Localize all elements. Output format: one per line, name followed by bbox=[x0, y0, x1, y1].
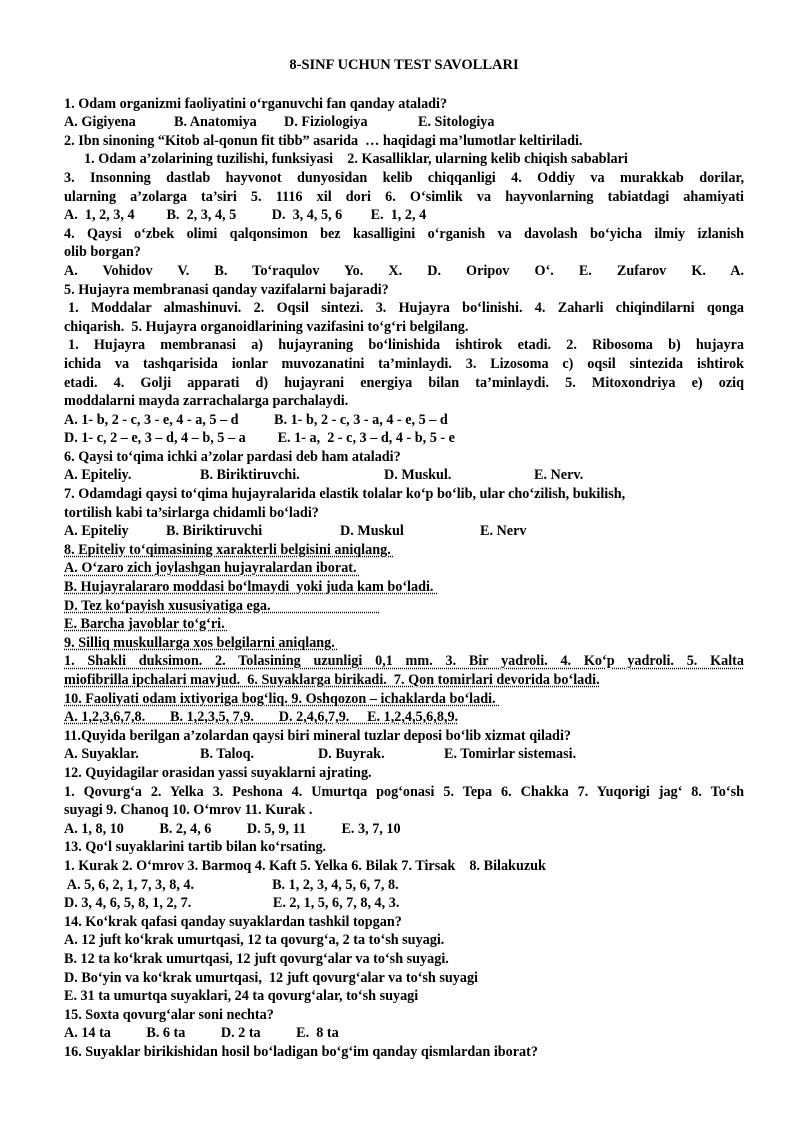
option-d: D. Buyrak. bbox=[318, 746, 385, 763]
question-14-option-b: B. 12 ta ko‘krak umurtqasi, 12 juft qovurg‘alar va to‘sh suyagi. bbox=[64, 950, 449, 967]
question-11-options bbox=[64, 745, 744, 764]
question-2: 2. Ibn sinoning “Kitob al-qonun fit tibb” asarida … haqidagi ma’lumotlar keltiriladi. bbox=[64, 132, 583, 149]
question-5-statement: 1. Moddalar almashinuvi. 2. Oqsil sintezi. 3. Hujayra bo‘linishi. 4. Zaharli chiqindilarni qonga bbox=[68, 300, 744, 317]
question-13-options: A. 5, 6, 2, 1, 7, 3, 8, 4. B. 1, 2, 3, 4, 5, 6, 7, 8. bbox=[64, 876, 399, 893]
option-b: B. Biriktiruvchi bbox=[166, 523, 263, 540]
question-2-statement: 3. Insonning dastlab hayvonot dunyosidan kelib chiqqanligi 4. Oddiy va murakkab dorilar, bbox=[64, 169, 744, 186]
question-9-statement: 1. Shakli duksimon. 2. Tolasining uzunligi 0,1 mm. 3. Bir yadroli. 4. Ko‘p yadroli. 5. Kalta bbox=[64, 653, 744, 670]
option-a: A. Gigiyena bbox=[64, 114, 136, 131]
question-5-statement: moddalarni mayda zarrachalarga parchalaydi. bbox=[64, 393, 349, 410]
question-2-statement: ularning a’zolarga ta’siri 5. 1116 xil dori 6. O‘simlik va hayvonlarning tabiatdagi ahamiyati bbox=[64, 188, 744, 205]
question-14-option-e: E. 31 ta umurtqa suyaklari, 24 ta qovurg‘alar, to‘sh suyagi bbox=[64, 988, 419, 1005]
question-4-continued: olib borgan? bbox=[64, 244, 141, 261]
question-5-options: A. 1- b, 2 - c, 3 - e, 4 - a, 5 – d B. 1- b, 2 - c, 3 - a, 4 - e, 5 – d bbox=[64, 411, 448, 428]
question-12-options: A. 1, 8, 10 B. 2, 4, 6 D. 5, 9, 11 E. 3, 7, 10 bbox=[64, 820, 401, 837]
option-d: D. Fiziologiya bbox=[284, 114, 368, 131]
question-15: 15. Soxta qovurg‘alar soni nechta? bbox=[64, 1006, 274, 1023]
question-12-statement: 1. Qovurg‘a 2. Yelka 3. Peshona 4. Umurtqa pog‘onasi 5. Tepa 6. Chakka 7. Yuqorigi jag‘ 8. To‘sh bbox=[64, 783, 744, 800]
option-d: D. Muskul. bbox=[384, 467, 452, 484]
question-1-options bbox=[64, 113, 744, 132]
question-8-option-a: A. O‘zaro zich joylashgan hujayralardan iborat. bbox=[64, 560, 361, 577]
question-14-option-a: A. 12 juft ko‘krak umurtqasi, 12 ta qovurg‘a, 2 ta to‘sh suyagi. bbox=[64, 932, 445, 949]
question-14: 14. Ko‘krak qafasi qanday suyaklardan tashkil topgan? bbox=[64, 913, 402, 930]
question-5-options: D. 1- c, 2 – e, 3 – d, 4 – b, 5 – a E. 1- a, 2 - c, 3 – d, 4 - b, 5 - e bbox=[64, 430, 455, 447]
question-2-options: A. 1, 2, 3, 4 B. 2, 3, 4, 5 D. 3, 4, 5, 6 E. 1, 2, 4 bbox=[64, 207, 427, 224]
question-11: 11.Quyida berilgan a’zolardan qaysi biri mineral tuzlar deposi bo‘lib xizmat qiladi? bbox=[64, 727, 571, 744]
option-e: E. Nerv. bbox=[534, 467, 584, 484]
option-d: D. Muskul bbox=[340, 523, 404, 540]
option-e: E. Sitologiya bbox=[418, 114, 495, 131]
question-13-options: D. 3, 4, 6, 5, 8, 1, 2, 7. E. 2, 1, 5, 6, 7, 8, 4, 3. bbox=[64, 895, 400, 912]
question-15-options: A. 14 ta B. 6 ta D. 2 ta E. 8 ta bbox=[64, 1025, 339, 1042]
question-9-options: A. 1,2,3,6,7,8. B. 1,2,3,5, 7,9. D. 2,4,6,7,9. E. 1,2,4,5,6,8,9. bbox=[64, 709, 459, 726]
option-a: A. Suyaklar. bbox=[64, 746, 139, 763]
option-b: B. Anatomiya bbox=[174, 114, 257, 131]
question-4-options: A. Vohidov V. B. To‘raqulov Yo. X. D. Oripov O‘. E. Zufarov K. A. bbox=[64, 262, 744, 279]
question-7-options bbox=[64, 522, 744, 541]
document-title: 8-SINF UCHUN TEST SAVOLLARI bbox=[289, 57, 519, 73]
option-a: A. Epiteliy. bbox=[64, 467, 132, 484]
question-7-continued: tortilish kabi ta’sirlarga chidamli bo‘ladi? bbox=[64, 504, 319, 521]
question-14-option-d: D. Bo‘yin va ko‘krak umurtqasi, 12 juft qovurg‘alar va to‘sh suyagi bbox=[64, 969, 478, 986]
question-12: 12. Quyidagilar orasidan yassi suyaklarni ajrating. bbox=[64, 764, 372, 781]
question-8-option-e: E. Barcha javoblar to‘g‘ri. bbox=[64, 616, 229, 633]
question-9-statement: 10. Faoliyati odam ixtiyoriga bog‘liq. 9. Oshqozon – ichaklarda bo‘ladi. bbox=[64, 690, 500, 707]
question-5-statement: 1. Hujayra membranasi a) hujayraning bo‘linishida ishtirok etadi. 2. Ribosoma b) hujayra bbox=[68, 337, 744, 354]
question-8-option-b: B. Hujayralararo moddasi bo‘lmaydi yoki juda kam bo‘ladi. bbox=[64, 579, 438, 596]
question-7: 7. Odamdagi qaysi to‘qima hujayralarida elastik tolalar ko‘p bo‘lib, ular cho‘zilish, bukilish, bbox=[64, 486, 626, 503]
question-5: 5. Hujayra membranasi qanday vazifalarni bajaradi? bbox=[64, 281, 389, 298]
option-b: B. Biriktiruvchi. bbox=[200, 467, 300, 484]
question-12-statement: suyagi 9. Chanoq 10. O‘mrov 11. Kurak . bbox=[64, 802, 313, 819]
option-e: E. Tomirlar sistemasi. bbox=[444, 746, 577, 763]
question-5-statement: chiqarish. 5. Hujayra organoidlarining vazifasini to‘g‘ri belgilang. bbox=[64, 318, 469, 335]
question-9-statement: miofibrilla ipchalari mavjud. 6. Suyaklarga birikadi. 7. Qon tomirlari devorida bo‘ladi. bbox=[64, 672, 600, 688]
question-6: 6. Qaysi to‘qima ichki a’zolar pardasi deb ham ataladi? bbox=[64, 448, 401, 465]
option-a: A. Epiteliy bbox=[64, 523, 129, 540]
question-4: 4. Qaysi o‘zbek olimi qalqonsimon bez kasalligini o‘rganish va davolash bo‘yicha ilmiy izlanish bbox=[64, 225, 744, 242]
question-5-statement: etadi. 4. Golji apparati d) hujayrani energiya bilan ta’minlaydi. 5. Mitoxondriya e) oziq bbox=[64, 374, 744, 391]
question-9: 9. Silliq muskullarga xos belgilarni aniqlang. bbox=[64, 634, 339, 651]
option-e: E. Nerv bbox=[480, 523, 527, 540]
question-6-options bbox=[64, 466, 744, 485]
question-13: 13. Qo‘l suyaklarini tartib bilan ko‘rsating. bbox=[64, 839, 327, 856]
question-2-statement: 1. Odam a’zolarining tuzilishi, funksiyasi 2. Kasalliklar, ularning kelib chiqish sabablari bbox=[84, 151, 628, 168]
question-8: 8. Epiteliy to‘qimasining xarakterli belgisini aniqlang. bbox=[64, 541, 395, 558]
question-8-option-d: D. Tez ko‘payish xususiyatiga ega. bbox=[64, 597, 381, 614]
option-b: B. Taloq. bbox=[200, 746, 255, 763]
question-5-statement: ichida va tashqarisida ionlar muvozanatini ta’minlaydi. 3. Lizosoma c) oqsil sintezida ishtirok bbox=[64, 355, 744, 372]
question-13-statement: 1. Kurak 2. O‘mrov 3. Barmoq 4. Kaft 5. Yelka 6. Bilak 7. Tirsak 8. Bilakuzuk bbox=[64, 857, 546, 874]
question-16: 16. Suyaklar birikishidan hosil bo‘ladigan bo‘g‘im qanday qismlardan iborat? bbox=[64, 1043, 538, 1060]
question-1: 1. Odam organizmi faoliyatini o‘rganuvchi fan qanday ataladi? bbox=[64, 95, 448, 112]
